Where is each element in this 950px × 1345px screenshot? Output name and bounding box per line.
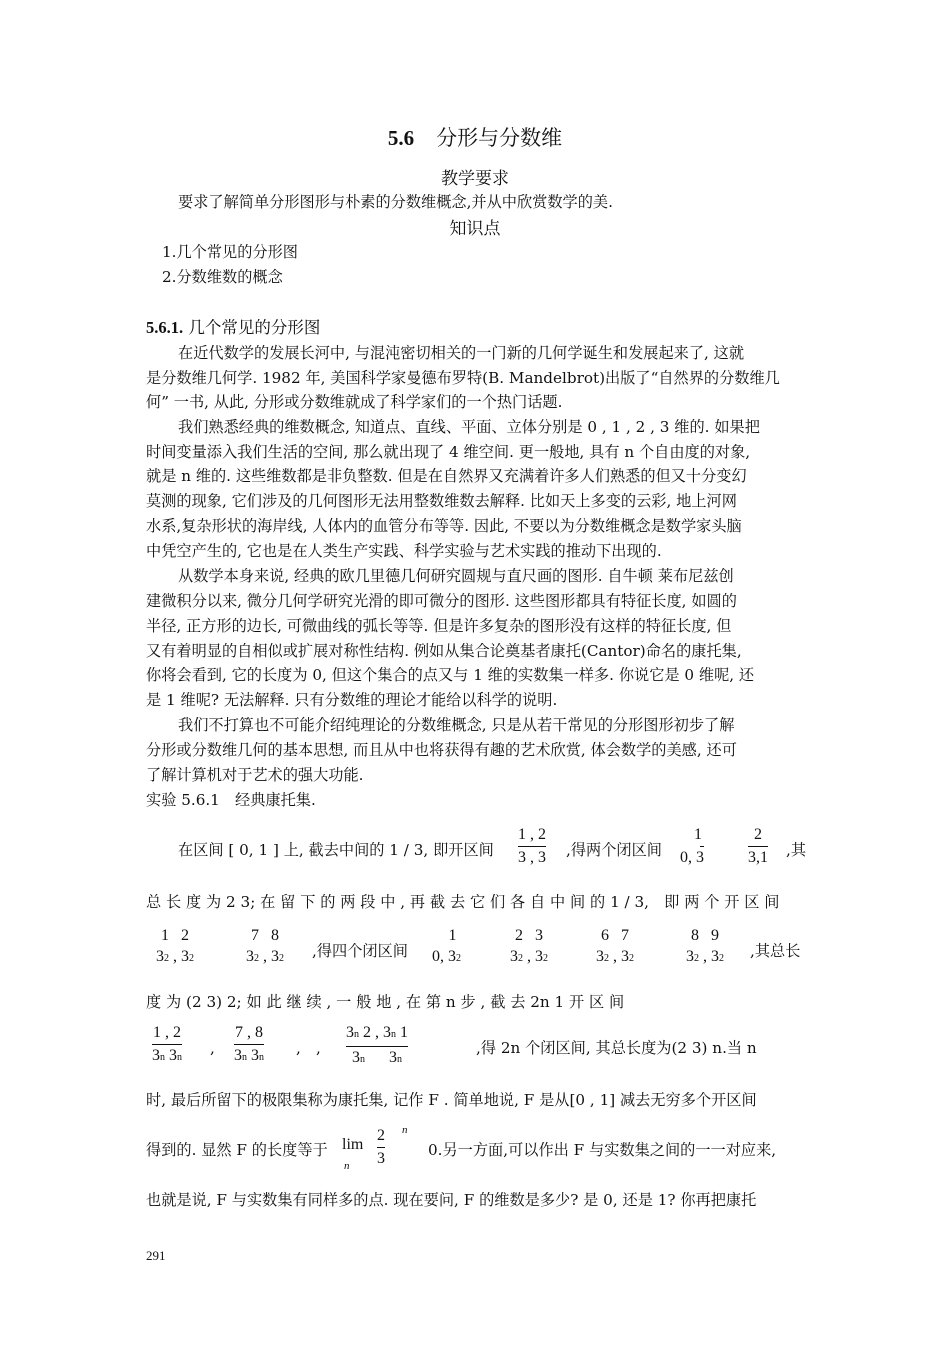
para3-line4: 又有着明显的自相似或扩展对称性结构. 例如从集合论奠基者康托(Cantor)命名的康托集, [146,642,742,660]
para1-line1: 在近代数学的发展长河中, 与混沌密切相关的一门新的几何学诞生和发展起来了, 这就 [178,344,745,362]
knowledge-points-heading: 知识点 [449,219,501,239]
math1-mid: ,得两个闭区间 [566,841,662,859]
math7-pre: 得到的. 显然 F 的长度等于 [146,1141,328,1159]
math6-line: 时, 最后所留下的极限集称为康托集, 记作 F . 简单地说, F 是从[0 , 1] 减去无穷多个开区间 [146,1091,757,1109]
fraction-1-3-2-3: 1 , 2 3 , 3 [518,826,546,866]
math1-end: ,其 [786,841,807,859]
math8-line: 也就是说, F 与实数集有同样多的点. 现在要问, F 的维数是多少? 是 0, 还是 1? 你再把康托 [146,1191,757,1209]
interval-0-1-3: 1 0, 3 [680,826,704,866]
fraction-7-9-8-9: 7 8 32 , 32 [246,927,284,965]
para3-line3: 半径, 正方形的边长, 可微曲线的弧长等等. 但是许多复杂的图形没有这样的特征长度, 但 [146,617,732,635]
page-number: 291 [146,1248,166,1263]
interval-8-9-9-9: 8 9 32 , 32 [686,927,724,965]
para4-line2: 分形或分数维几何的基本思想, 而且从中也将获得有趣的艺术欣赏, 体会数学的美感, 还可 [146,741,737,759]
title-text: 分形与分数维 [436,126,563,150]
interval-2-9-3-9: 2 3 32 , 32 [510,927,548,965]
para2-line2: 时间变量添入我们生活的空间, 那么就出现了 4 维空间. 更一般地, 具有 n 个自由度的对象, [146,443,751,461]
knowledge-point-2: 2.分数维数的概念 [162,268,283,286]
math2-line: 总 长 度 为 2 3; 在 留 下 的 两 段 中 , 再 截 去 它 们 各 自 中 间 的 1 / 3, 即 两 个 开 区 间 [146,893,780,911]
interval-2-3-1: 2 3,1 [748,826,768,866]
fraction-last-pair: 3n 2 , 3n 1 3n 3n [346,1024,408,1066]
fraction-7-3n-8-3n: 7 , 8 3n 3n [234,1024,264,1064]
para4-line3: 了解计算机对于艺术的强大功能. [146,766,364,784]
interval-6-9-7-9: 6 7 32 , 32 [596,927,634,965]
teaching-requirements-text: 要求了解简单分形图形与朴素的分数维概念,并从中欣赏数学的美. [178,193,613,211]
math3-mid: ,得四个闭区间 [312,942,408,960]
para2-line4: 莫测的现象, 它们涉及的几何图形无法用整数维数去解释. 比如天上多变的云彩, 地上河网 [146,492,737,510]
math3-end: ,其总长 [750,942,801,960]
interval-0-1-9: 1 0, 32 [432,927,461,965]
limit-subscript: n [344,1160,350,1172]
math5-tail: ,得 2n 个闭区间, 其总长度为(2 3) n.当 n [476,1039,757,1057]
teaching-requirements-heading: 教学要求 [441,169,509,189]
fraction-2-3: 2 3 [377,1127,385,1167]
para4-line1: 我们不打算也不可能介绍纯理论的分数维概念, 只是从若干常见的分形图形初步了解 [178,716,735,734]
para2-line1: 我们熟悉经典的维数概念, 知道点、直线、平面、立体分别是 0 , 1 , 2 , 3 维的. 如果把 [178,418,760,436]
knowledge-point-1: 1.几个常见的分形图 [162,243,298,261]
math1-pre: 在区间 [ 0, 1 ] 上, 截去中间的 1 / 3, 即开区间 [178,841,494,859]
para1-line3: 何” 一书, 从此, 分形或分数维就成了科学家们的一个热门话题. [146,393,563,411]
para2-line6: 中凭空产生的, 它也是在人类生产实践、科学实验与艺术实践的推动下出现的. [146,542,662,560]
para3-line1: 从数学本身来说, 经典的欧几里德几何研究圆规与直尺画的图形. 自牛顿 莱布尼兹创 [178,567,734,585]
title-number: 5.6 [387,126,415,150]
fraction-1-9-2-9: 1 2 32 , 32 [156,927,194,965]
page-title [0,122,950,152]
para3-line6: 是 1 维呢? 无法解释. 只有分数维的理论才能给以科学的说明. [146,691,558,709]
para3-line5: 你将会看到, 它的长度为 0, 但这个集合的点又与 1 维的实数集一样多. 你说它是 0 维呢, 还 [146,666,755,684]
para2-line3: 就是 n 维的. 这些维数都是非负整数. 但是在自然界又充满着许多人们熟悉的但又十分变幻 [146,467,747,485]
math7-post: 0.另一方面,可以作出 F 与实数集之间的一一对应来, [428,1141,777,1159]
section-heading [146,314,320,338]
para2-line5: 水系,复杂形状的海岸线, 人体内的血管分布等等. 因此, 不要以为分数维概念是数学家头脑 [146,517,742,535]
fraction-1-3n-2-3n: 1 , 2 3n 3n [152,1024,182,1064]
experiment-label: 实验 5.6.1 经典康托集. [146,791,316,809]
section-number: 5.6.1. [146,318,184,337]
para3-line2: 建微积分以来, 微分几何学研究光滑的即可微分的图形. 这些图形都具有特征长度, 如圆的 [146,592,737,610]
section-text: 几个常见的分形图 [188,318,321,337]
limit-symbol: lim [342,1136,364,1153]
math4-line: 度 为 (2 3) 2; 如 此 继 续 , 一 般 地 , 在 第 n 步 , 截 去 2n 1 开 区 间 [146,993,625,1011]
document-page: 5.6 分形与分数维 教学要求 要求了解简单分形图形与朴素的分数维概念,并从中欣赏数学的美. 知识点 1.几个常见的分形图 2.分数维数的概念 5.6.1. 几个常见的分形图 在近代数学的发展长河中, 与混沌密切相关的一门新的几何学诞生和发展起来了, 这就 是分数维几何学. 1982 年, 美国科学家曼德布罗特(B. Mandelbrot)出版了“自然界的分数维几 何” 一书, 从此, 分形或分数维就成了科学家们的一个热门话题. 我们熟悉经典的维数概念, 知道点、直线、平面、立体分别是 0 , 1 , 2 , 3 维的. 如果把 时间变量添入我们生活的空间, 那么就出现了 4 维空间. 更一般地, 具有 n 个自由度的对象, 就是 n 维的. 这些维数都是非负整数. 但是在自然界又充满着许多人们熟悉的但又十分变幻 莫测的现象, 它们涉及的几何图形无法用整数维数去解释. 比如天上多变的云彩, 地上河网 水系,复杂形状的海岸线, 人体内的血管分布等等. 因此, 不要以为分数维概念是数学家头脑 中凭空产生的, 它也是在人类生产实践、科学实验与艺术实践的推动下出现的. 从数学本身来说, 经典的欧几里德几何研究圆规与直尺画的图形. 自牛顿 莱布尼兹创 建微积分以来, 微分几何学研究光滑的即可微分的图形. 这些图形都具有特征长度, 如圆的 半径, 正方形的边长, 可微曲线的弧长等等. 但是许多复杂的图形没有这样的特征长度, 但 又有着明显的自相似或扩展对称性结构. 例如从集合论奠基者康托(Cantor)命名的康托集, 你将会看到, 它的长度为 0, 但这个集合的点又与 1 维的实数集一样多. 你说它是 0 维呢, 还 是 1 维呢? 无法解释. 只有分数维的理论才能给以科学的说明. 我们不打算也不可能介绍纯理论的分数维概念, 只是从若干常见的分形图形初步了解 分形或分数维几何的基本思想, 而且从中也将获得有趣的艺术欣赏, 体会数学的美感, 还可 了解计算机对于艺术的强大功能. 实验 5.6.1 经典康托集. 在区间 [ 0, 1 ] 上, 截去中间的 1 / 3, 即开区间 1 , 2 3 , 3 ,得两个闭区间 1 0, 3 2 3,1 ,其 总 长 度 为 2 3; 在 留 下 的 两 段 中 , 再 截 去 它 们 各 自 中 间 的 1 / 3, 即 两 个 开 区 间 1 2 32 , 32 7 8 32 , 32 ,得四个闭区间 1 0, 32 2 3 32 , 32 6 7 32 , 32 8 9 32 , 32 ,其总长 度 为 (2 3) 2; 如 此 继 续 , 一 般 地 , 在 第 n 步 , 截 去 2n 1 开 区 间 1 , 2 3n 3n , 7 , 8 3n 3n , , 3n 2 , 3n 1 3n 3n ,得 2n 个闭区间, 其总长度为(2 3) n.当 n 时, 最后所留下的极限集称为康托集, 记作 F . 简单地说, F 是从[0 , 1] 减去无穷多个开区间 得到的. 显然 F 的长度等于 lim n 2 3 n 0.另一方面,可以作出 F 与实数集之间的一一对应来, 也就是说, F 与实数集有同样多的点. 现在要问, F 的维数是多少? 是 0, 还是 1? 你再把康托 291 [0,0,950,1345]
para1-line2: 是分数维几何学. 1982 年, 美国科学家曼德布罗特(B. Mandelbrot)出版了“自然界的分数维几 [146,369,780,387]
